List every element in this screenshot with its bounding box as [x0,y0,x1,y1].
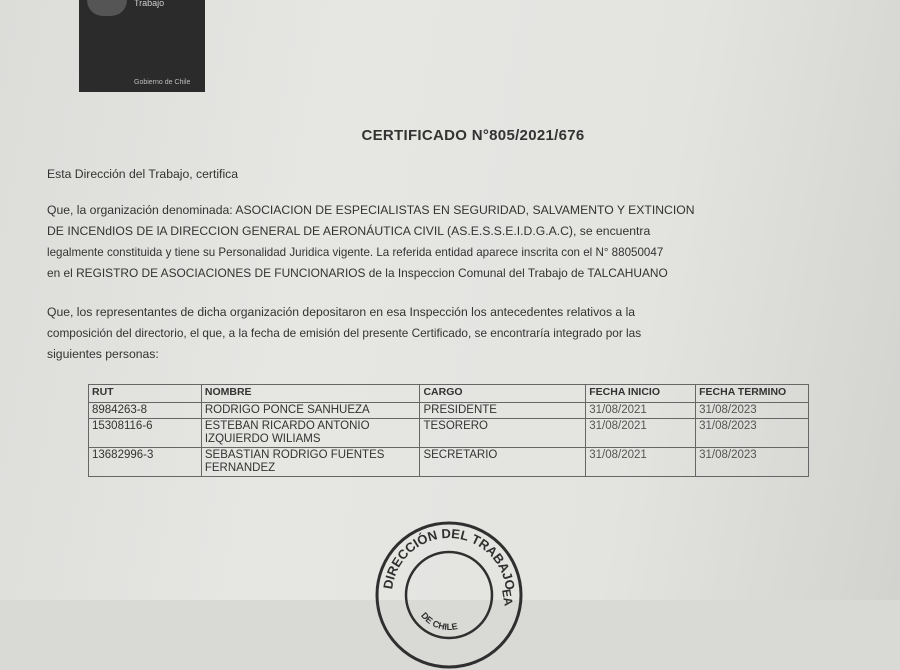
cell-nombre: RODRIGO PONCE SANHUEZA [201,403,420,419]
cell-cargo: SECRETARIO [420,448,586,477]
cell-fecha-termino: 31/08/2023 [696,419,809,448]
cell-cargo: PRESIDENTE [420,403,586,419]
cell-nombre: ESTEBAN RICARDO ANTONIO IZQUIERDO WILIAMS [201,419,420,448]
cell-nombre: SEBASTIAN RODRIGO FUENTES FERNANDEZ [201,448,420,477]
ministry-logo [79,0,205,92]
header-cargo: CARGO [420,385,586,403]
cell-rut: 8984263-8 [89,403,202,419]
intro-paragraph [47,164,852,185]
cell-fecha-inicio: 31/08/2021 [586,448,696,477]
cell-fecha-termino: 31/08/2023 [696,403,809,419]
paragraph-line: en el REGISTRO DE ASOCIACIONES DE FUNCIONARIOS de la Inspeccion Comunal del Trabajo de TALCAHUANO [47,266,668,280]
paragraph-line: siguientes personas: [47,347,159,361]
cell-fecha-termino: 31/08/2023 [696,448,809,477]
paragraph-line: Que, la organización denominada: ASOCIACION DE ESPECIALISTAS EN SEGURIDAD, SALVAMENTO Y EXTINCION [47,203,695,217]
table-header-row [89,385,809,403]
seal-side-text: EA [499,588,516,607]
representatives-paragraph [47,302,852,365]
paragraph-line: legalmente constituida y tiene su Personalidad Juridica vigente. La referida entidad aparece inscrita con el N° 88050047 [47,246,664,259]
organization-paragraph [47,200,852,284]
header-rut: RUT [89,385,202,403]
cell-cargo: TESORERO [420,419,586,448]
table-row [89,448,809,477]
paragraph-line: DE INCENdIOS DE lA DIRECCION GENERAL DE AERONÁUTICA CIVIL (AS.E.S.S.E.I.D.G.A.C), se encuentra [47,224,651,238]
official-seal [374,520,524,670]
header-fecha-termino: FECHA TERMINO [696,385,809,403]
header-fecha-inicio: FECHA INICIO [586,385,696,403]
cell-fecha-inicio: 31/08/2021 [586,419,696,448]
header-nombre: NOMBRE [201,385,420,403]
logo-government-text: Gobierno de Chile [134,79,191,86]
cell-rut: 13682996-3 [89,448,202,477]
intro-line: Esta Dirección del Trabajo, certifica [47,167,239,181]
logo-ministry-text: Trabajo [134,0,165,8]
certificate-title: CERTIFICADO N°805/2021/676 [361,127,585,144]
coat-of-arms-icon [87,0,127,16]
paragraph-line: Que, los representantes de dicha organización depositaron en esa Inspección los antecedentes relativos a la [47,305,636,319]
paragraph-line: composición del directorio, el que, a la fecha de emisión del presente Certificado, se encontraría integrado por las [47,326,642,340]
seal-inner-text: DE CHILE [419,610,459,633]
cell-rut: 15308116-6 [89,419,202,448]
table-row [89,403,809,419]
cell-fecha-inicio: 31/08/2021 [586,403,696,419]
directorio-table [88,384,809,477]
table-row [89,419,809,448]
seal-outer-text: DIRECCIÓN DEL TRABAJO [380,525,518,591]
